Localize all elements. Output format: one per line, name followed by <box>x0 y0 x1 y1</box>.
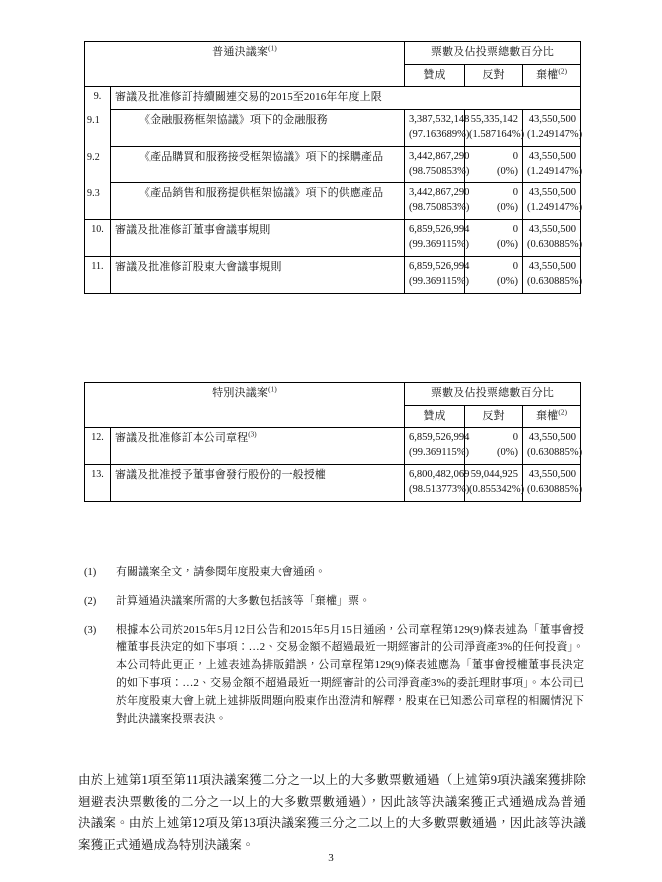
footnote-text-2: 計算通過決議案所需的大多數包括該等「棄權」票。 <box>116 594 371 607</box>
row-description-13: 審議及批准授予董事會發行股份的一般授權 <box>111 465 405 502</box>
table-row <box>85 428 581 465</box>
table-row <box>85 465 581 502</box>
row-description-12: 審議及批准修訂本公司章程$^{(3)}$ <box>111 428 405 465</box>
ordinary-table-title: 普通決議案$^{(1)}$ <box>85 42 405 87</box>
page-number: 3 <box>328 852 334 864</box>
sub-text-9-2: 《產品購買和服務接受框架協議》項下的採購產品 <box>139 150 384 163</box>
footnote-marker-3: (3) <box>84 624 97 636</box>
votes-abstain-10: 43,550,500 (0.630885%) <box>523 220 581 257</box>
row-number-9: 9. <box>85 87 111 220</box>
column-header-for: 贊成 <box>405 64 465 87</box>
table-header-row <box>85 383 581 406</box>
votes-for-9-3: 3,442,867,290 (98.750853%) <box>405 183 465 220</box>
sub-index-9-1: 9.1 <box>87 114 100 126</box>
votes-for-10: 6,859,526,994 (99.369115%) <box>405 220 465 257</box>
special-resolutions-table <box>84 382 581 502</box>
sub-text-9-3: 《產品銷售和服務提供框架協議》項下的供應產品 <box>139 187 384 200</box>
votes-header: 票數及佔投票總數百分比 <box>405 42 581 65</box>
row-description-9-2 <box>87 146 405 183</box>
footnote-2 <box>84 593 584 611</box>
row-description-11: 審議及批准修訂股東大會議事規則 <box>111 257 405 294</box>
votes-abstain-11: 43,550,500 (0.630885%) <box>523 257 581 294</box>
sub-text-9-1: 《金融服務框架協議》項下的金融服務 <box>139 113 328 126</box>
table-row <box>85 87 581 110</box>
ordinary-resolutions-table <box>84 41 581 294</box>
abstain-footnote-marker: (2) <box>558 66 568 75</box>
votes-abstain-9-2: 43,550,500 (1.249147%) <box>523 146 581 183</box>
footnote-text-3: 根據本公司於2015年5月12日公告和2015年5月15日通函，公司章程第129(9)條表述為「董事會授權董事長決定的如下事項：…2、交易金額不超過最近一期經審計的公司淨資產3%的任何投資」。本公司特此更正，上述表述為排版錯誤，公司章程第129(9)條表述應為「董事會授權董事長決定的如下事項：…2、交易金額不超過最近一期經審計的公司淨資產3%的委託理財事項」。本公司已於年度股東大會上就上述排版問題向股東作出澄清和解釋，股東在已知悉公司章程的相關情況下對此決議案投票表決。 <box>116 623 584 725</box>
footnote-marker-1: (1) <box>84 567 97 578</box>
footnote-3 <box>84 622 584 729</box>
row-description-9: 審議及批准修訂持續關連交易的2015至2016年年度上限 <box>111 87 581 110</box>
votes-header: 票數及佔投票總數百分比 <box>405 383 581 406</box>
column-header-for: 贊成 <box>405 405 465 428</box>
votes-against-9-3: 0 (0%) <box>465 183 523 220</box>
footnote-1 <box>84 564 584 582</box>
row-footnote-marker: (3) <box>248 430 257 439</box>
closing-paragraph: 由於上述第1項至第11項決議案獲二分之一以上的大多數票數通過（上述第9項決議案獲排除迴避表決票數後的二分之一以上的大多數票數通過），因此該等決議案獲正式通過成為普通決議案。由於上述第12項及第13項決議案獲三分之二以上的大多數票數通過，因此該等決議案獲正式通過成為特別決議案。 <box>78 773 586 852</box>
abstain-footnote-marker: (2) <box>558 407 568 416</box>
column-header-against: 反對 <box>465 64 523 87</box>
special-table-title: 特別決議案$^{(1)}$ <box>85 383 405 428</box>
table-row <box>85 183 581 220</box>
votes-against-9-1: 55,335,142 (1.587164%) <box>465 109 523 146</box>
title-footnote-marker: (1) <box>268 385 277 394</box>
table-row <box>85 146 581 183</box>
votes-for-11: 6,859,526,994 (99.369115%) <box>405 257 465 294</box>
column-header-abstain: 棄權$^{(2)}$ <box>523 64 581 87</box>
votes-against-13: 59,044,925 (0.855342%) <box>465 465 523 502</box>
column-header-against: 反對 <box>465 405 523 428</box>
footnote-marker-2: (2) <box>84 595 97 607</box>
table-row <box>85 109 581 146</box>
votes-against-9-2: 0 (0%) <box>465 146 523 183</box>
votes-against-11: 0 (0%) <box>465 257 523 294</box>
votes-abstain-12: 43,550,500 (0.630885%) <box>523 428 581 465</box>
sub-index-9-2: 9.2 <box>87 151 100 163</box>
votes-for-13: 6,800,482,069 (98.513773%) <box>405 465 465 502</box>
table-header-row <box>85 42 581 65</box>
table-row <box>85 220 581 257</box>
column-header-abstain: 棄權$^{(2)}$ <box>523 405 581 428</box>
votes-for-9-1: 3,387,532,148 (97.163689%) <box>405 109 465 146</box>
votes-abstain-9-3: 43,550,500 (1.249147%) <box>523 183 581 220</box>
table-row <box>85 257 581 294</box>
row-number-10: 10. <box>85 220 111 257</box>
votes-abstain-9-1: 43,550,500 (1.249147%) <box>523 109 581 146</box>
votes-abstain-13: 43,550,500 (0.630885%) <box>523 465 581 502</box>
footnotes-section <box>84 564 584 740</box>
votes-against-12: 0 (0%) <box>465 428 523 465</box>
row-description-9-3 <box>87 183 405 220</box>
votes-for-12: 6,859,526,994 (99.369115%) <box>405 428 465 465</box>
row-number-11: 11. <box>85 257 111 294</box>
sub-index-9-3: 9.3 <box>87 188 100 200</box>
row-description-9-1 <box>87 109 405 146</box>
votes-for-9-2: 3,442,867,290 (98.750853%) <box>405 146 465 183</box>
row-description-10: 審議及批准修訂董事會議事規則 <box>111 220 405 257</box>
votes-against-10: 0 (0%) <box>465 220 523 257</box>
row-number-12: 12. <box>85 428 111 465</box>
row-number-13: 13. <box>85 465 111 502</box>
footnote-text-1: 有關議案全文，請參閱年度股東大會通函。 <box>116 566 326 578</box>
title-footnote-marker: (1) <box>268 44 277 53</box>
